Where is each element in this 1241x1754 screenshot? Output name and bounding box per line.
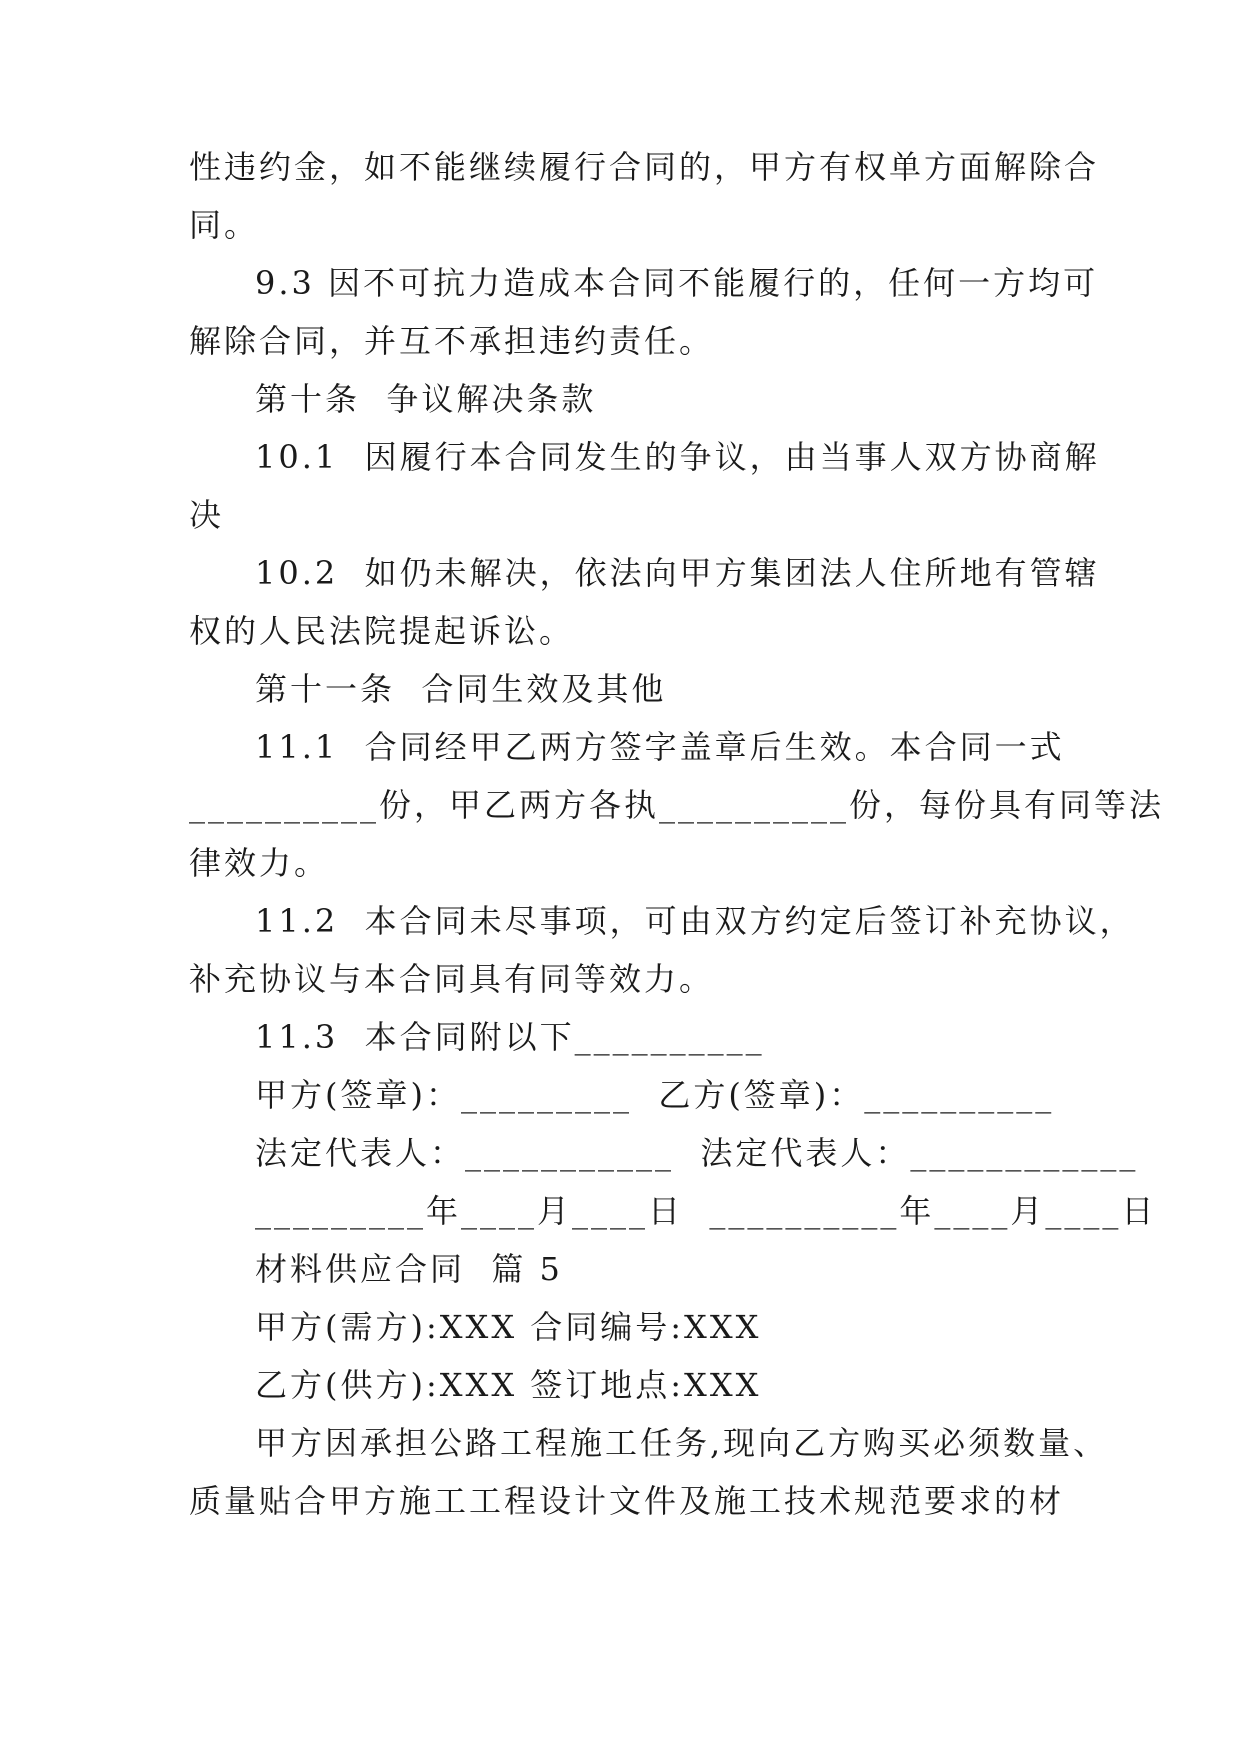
text-line-24: 质量贴合甲方施工工程设计文件及施工技术规范要求的材 xyxy=(189,1482,1065,1520)
text-line-12: __________份，甲乙两方各执__________份，每份具有同等法 xyxy=(189,786,1165,824)
text-line-23: 甲方因承担公路工程施工任务,现向乙方购买必须数量、 xyxy=(255,1424,1109,1462)
party-a-line: 甲方(需方):XXX 合同编号:XXX xyxy=(255,1308,762,1346)
signature-line: 甲方(签章)：_________ 乙方(签章)：__________ xyxy=(255,1076,1055,1114)
party-b-line: 乙方(供方):XXX 签订地点:XXX xyxy=(255,1366,762,1404)
text-line-14: 11.2 本合同未尽事项，可由双方约定后签订补充协议， xyxy=(255,902,1135,940)
date-line: _________年____月____日 __________年____月____日 xyxy=(255,1192,1157,1230)
text-line-4: 解除合同，并互不承担违约责任。 xyxy=(189,322,715,360)
text-line-6: 10.1 因履行本合同发生的争议，由当事人双方协商解 xyxy=(255,438,1100,476)
text-line-15: 补充协议与本合同具有同等效力。 xyxy=(189,960,715,998)
text-line-7: 决 xyxy=(189,496,225,534)
text-line-16: 11.3 本合同附以下__________ xyxy=(255,1018,765,1056)
text-line-3: 9.3 因不可抗力造成本合同不能履行的，任何一方均可 xyxy=(255,264,1099,302)
text-line-8: 10.2 如仍未解决，依法向甲方集团法人住所地有管辖 xyxy=(255,554,1100,592)
legal-rep-line: 法定代表人：___________ 法定代表人：____________ xyxy=(255,1134,1139,1172)
text-line-1: 性违约金，如不能继续履行合同的，甲方有权单方面解除合 xyxy=(189,148,1100,186)
section-heading-11: 第十一条 合同生效及其他 xyxy=(255,670,667,708)
text-line-13: 律效力。 xyxy=(189,844,330,882)
text-line-2: 同。 xyxy=(189,206,260,244)
section-heading-10: 第十条 争议解决条款 xyxy=(255,380,597,418)
text-line-11: 11.1 合同经甲乙两方签字盖章后生效。本合同一式 xyxy=(255,728,1065,766)
text-line-9: 权的人民法院提起诉讼。 xyxy=(189,612,575,650)
contract-title: 材料供应合同 篇 5 xyxy=(255,1250,563,1288)
